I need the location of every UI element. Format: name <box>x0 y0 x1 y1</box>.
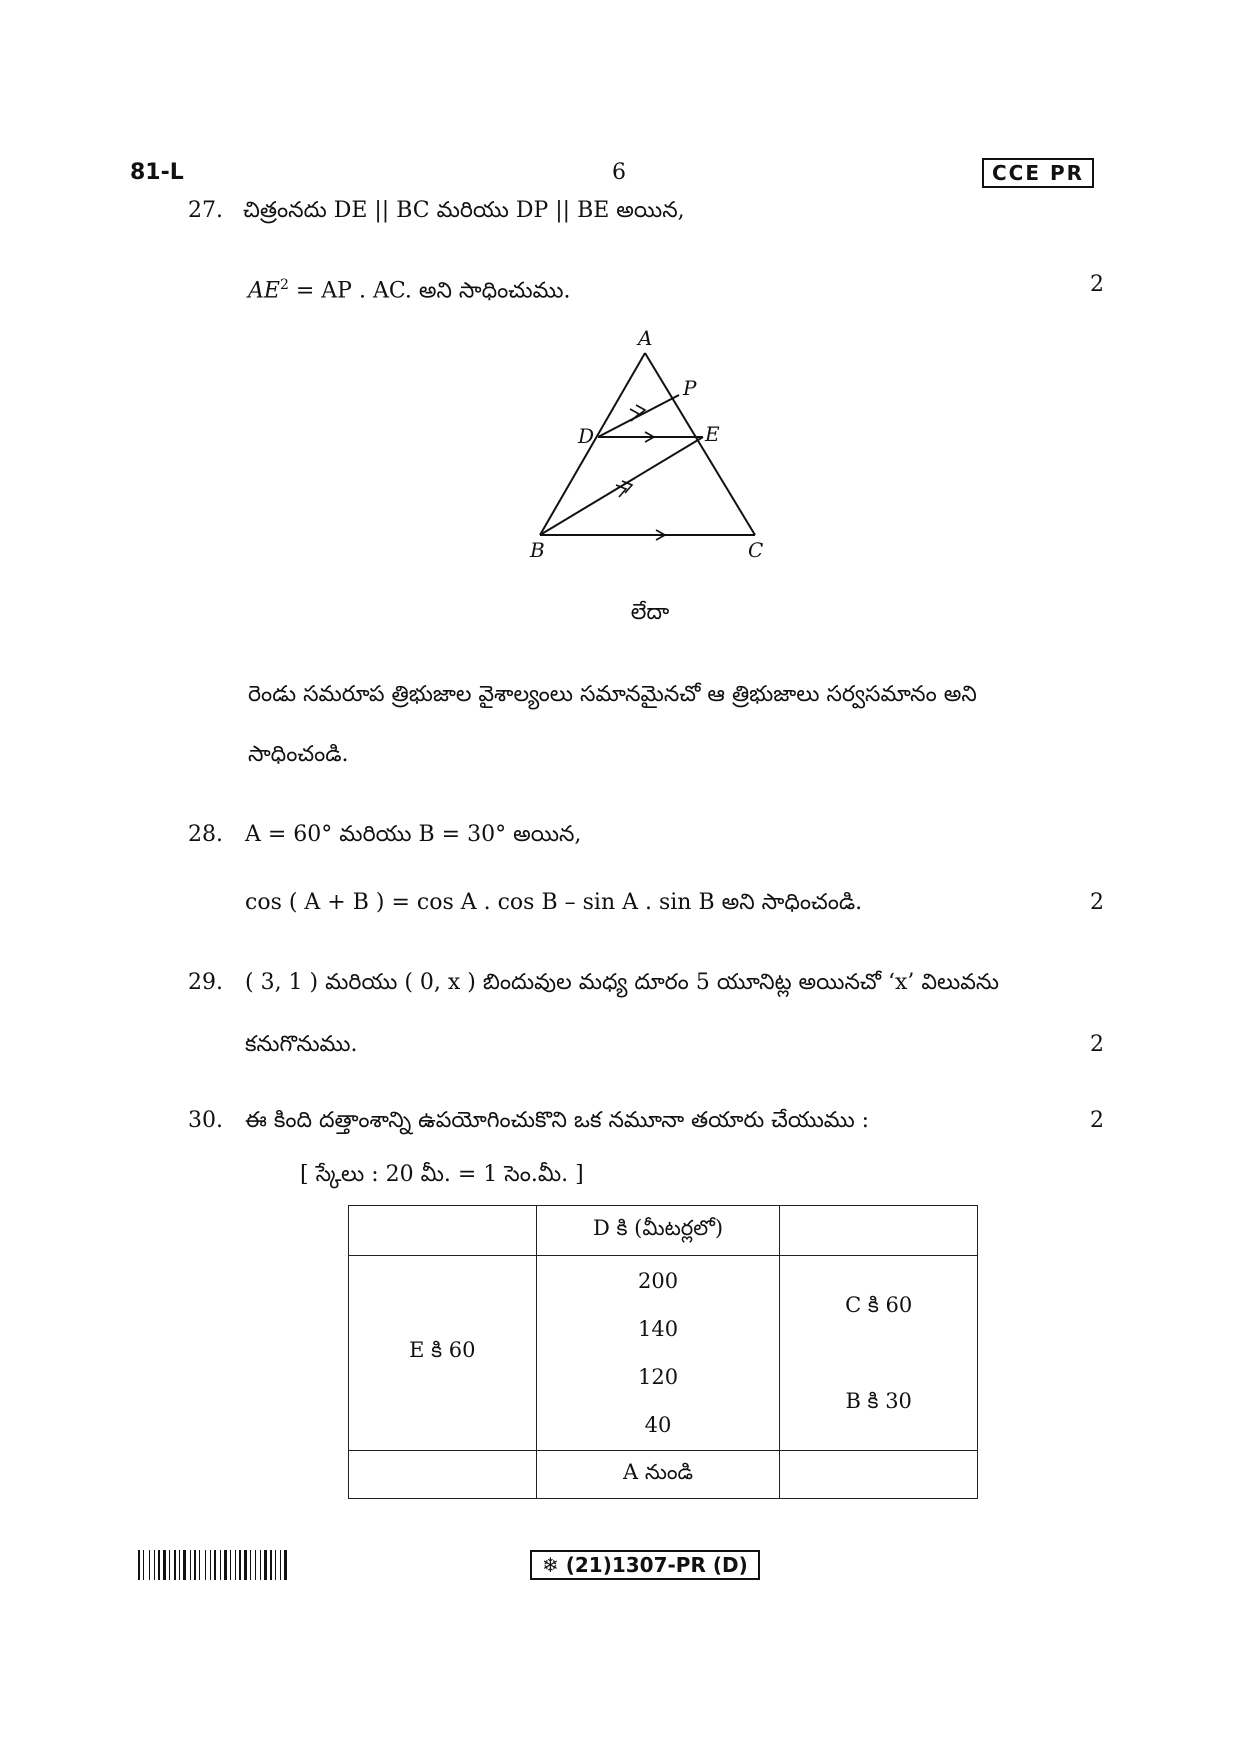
q27-exponent: 2 <box>279 277 289 293</box>
q29-number: 29. <box>188 970 223 995</box>
table-body-row <box>349 1256 978 1451</box>
q27-marks: 2 <box>1090 272 1104 297</box>
q27-number: 27. <box>188 198 223 223</box>
label-c: C <box>748 538 764 562</box>
q27-alt-line2: సాధించండి. <box>248 742 349 767</box>
table-right-top: C కి 60 <box>845 1293 913 1317</box>
line-be <box>540 437 703 535</box>
table-cell-empty <box>780 1451 978 1499</box>
or-separator: లేదా <box>630 600 670 625</box>
table-mid-values <box>536 1256 780 1451</box>
q28-number: 28. <box>188 822 223 847</box>
label-d: D <box>578 424 595 448</box>
footer-paper-code: ❄ (21)1307-PR (D) <box>530 1550 760 1580</box>
q27-rest: = AP . AC. అని సాధించుము. <box>288 278 571 304</box>
table-header-mid: D కి (మీటర్లలో) <box>536 1206 780 1256</box>
q27-alt-line1: రెండు సమరూప త్రిభుజాల వైశాల్యంలు సమానమైనచో ఆ త్రిభుజాలు సర్వసమానం అని <box>248 682 977 707</box>
q30-scale: [ స్కేలు : 20 మీ. = 1 సెం.మీ. ] <box>300 1162 584 1187</box>
table-value: 120 <box>637 1365 679 1389</box>
triangle-lines <box>540 353 755 535</box>
survey-table <box>348 1205 978 1499</box>
table-footer-mid: A నుండి <box>536 1451 780 1499</box>
label-b: B <box>530 538 545 562</box>
q28-line2: cos ( A + B ) = cos A . cos B – sin A . sin B అని సాధించండి. <box>245 890 863 915</box>
label-p: P <box>683 376 697 400</box>
table-cell-empty <box>349 1206 537 1256</box>
q30-line1: ఈ కింది దత్తాంశాన్ని ఉపయోగించుకొని ఒక నమూనా తయారు చేయుము : <box>245 1108 870 1133</box>
table-value: 140 <box>637 1317 679 1341</box>
q29-line2: కనుగొనుము. <box>245 1032 358 1057</box>
triangle-figure <box>520 325 780 565</box>
table-value: 40 <box>644 1413 672 1437</box>
q27-line2 <box>248 270 571 306</box>
label-e: E <box>705 422 720 446</box>
table-header-row <box>349 1206 978 1256</box>
line-ac <box>645 353 755 535</box>
label-a: A <box>638 326 653 350</box>
exam-type-badge: CCE PR <box>982 158 1094 188</box>
q28-line1: A = 60° మరియు B = 30° అయిన, <box>245 822 582 847</box>
page-number: 6 <box>612 160 626 185</box>
table-value: 200 <box>637 1269 679 1293</box>
q30-number: 30. <box>188 1108 223 1133</box>
arrow-be-2 <box>616 485 626 497</box>
q30-marks: 2 <box>1090 1108 1104 1133</box>
table-cell-empty <box>780 1206 978 1256</box>
q27-ae: AE <box>248 278 280 304</box>
table-right-bottom: B కి 30 <box>845 1389 912 1413</box>
parallel-arrows <box>616 405 665 540</box>
table-footer-row <box>349 1451 978 1499</box>
table-cell-empty <box>349 1451 537 1499</box>
table-left-entry: E కి 60 <box>349 1256 537 1451</box>
paper-code: 81-L <box>130 160 184 185</box>
q27-line1: చిత్రంనదు DE || BC మరియు DP || BE అయిన, <box>243 198 685 223</box>
barcode <box>138 1550 383 1580</box>
q29-marks: 2 <box>1090 1032 1104 1057</box>
table-right-entries <box>780 1256 978 1451</box>
q29-line1: ( 3, 1 ) మరియు ( 0, x ) బిందువుల మధ్య దూరం 5 యూనిట్ల అయినచో ‘x’ విలువను <box>245 970 999 995</box>
q28-marks: 2 <box>1090 890 1104 915</box>
